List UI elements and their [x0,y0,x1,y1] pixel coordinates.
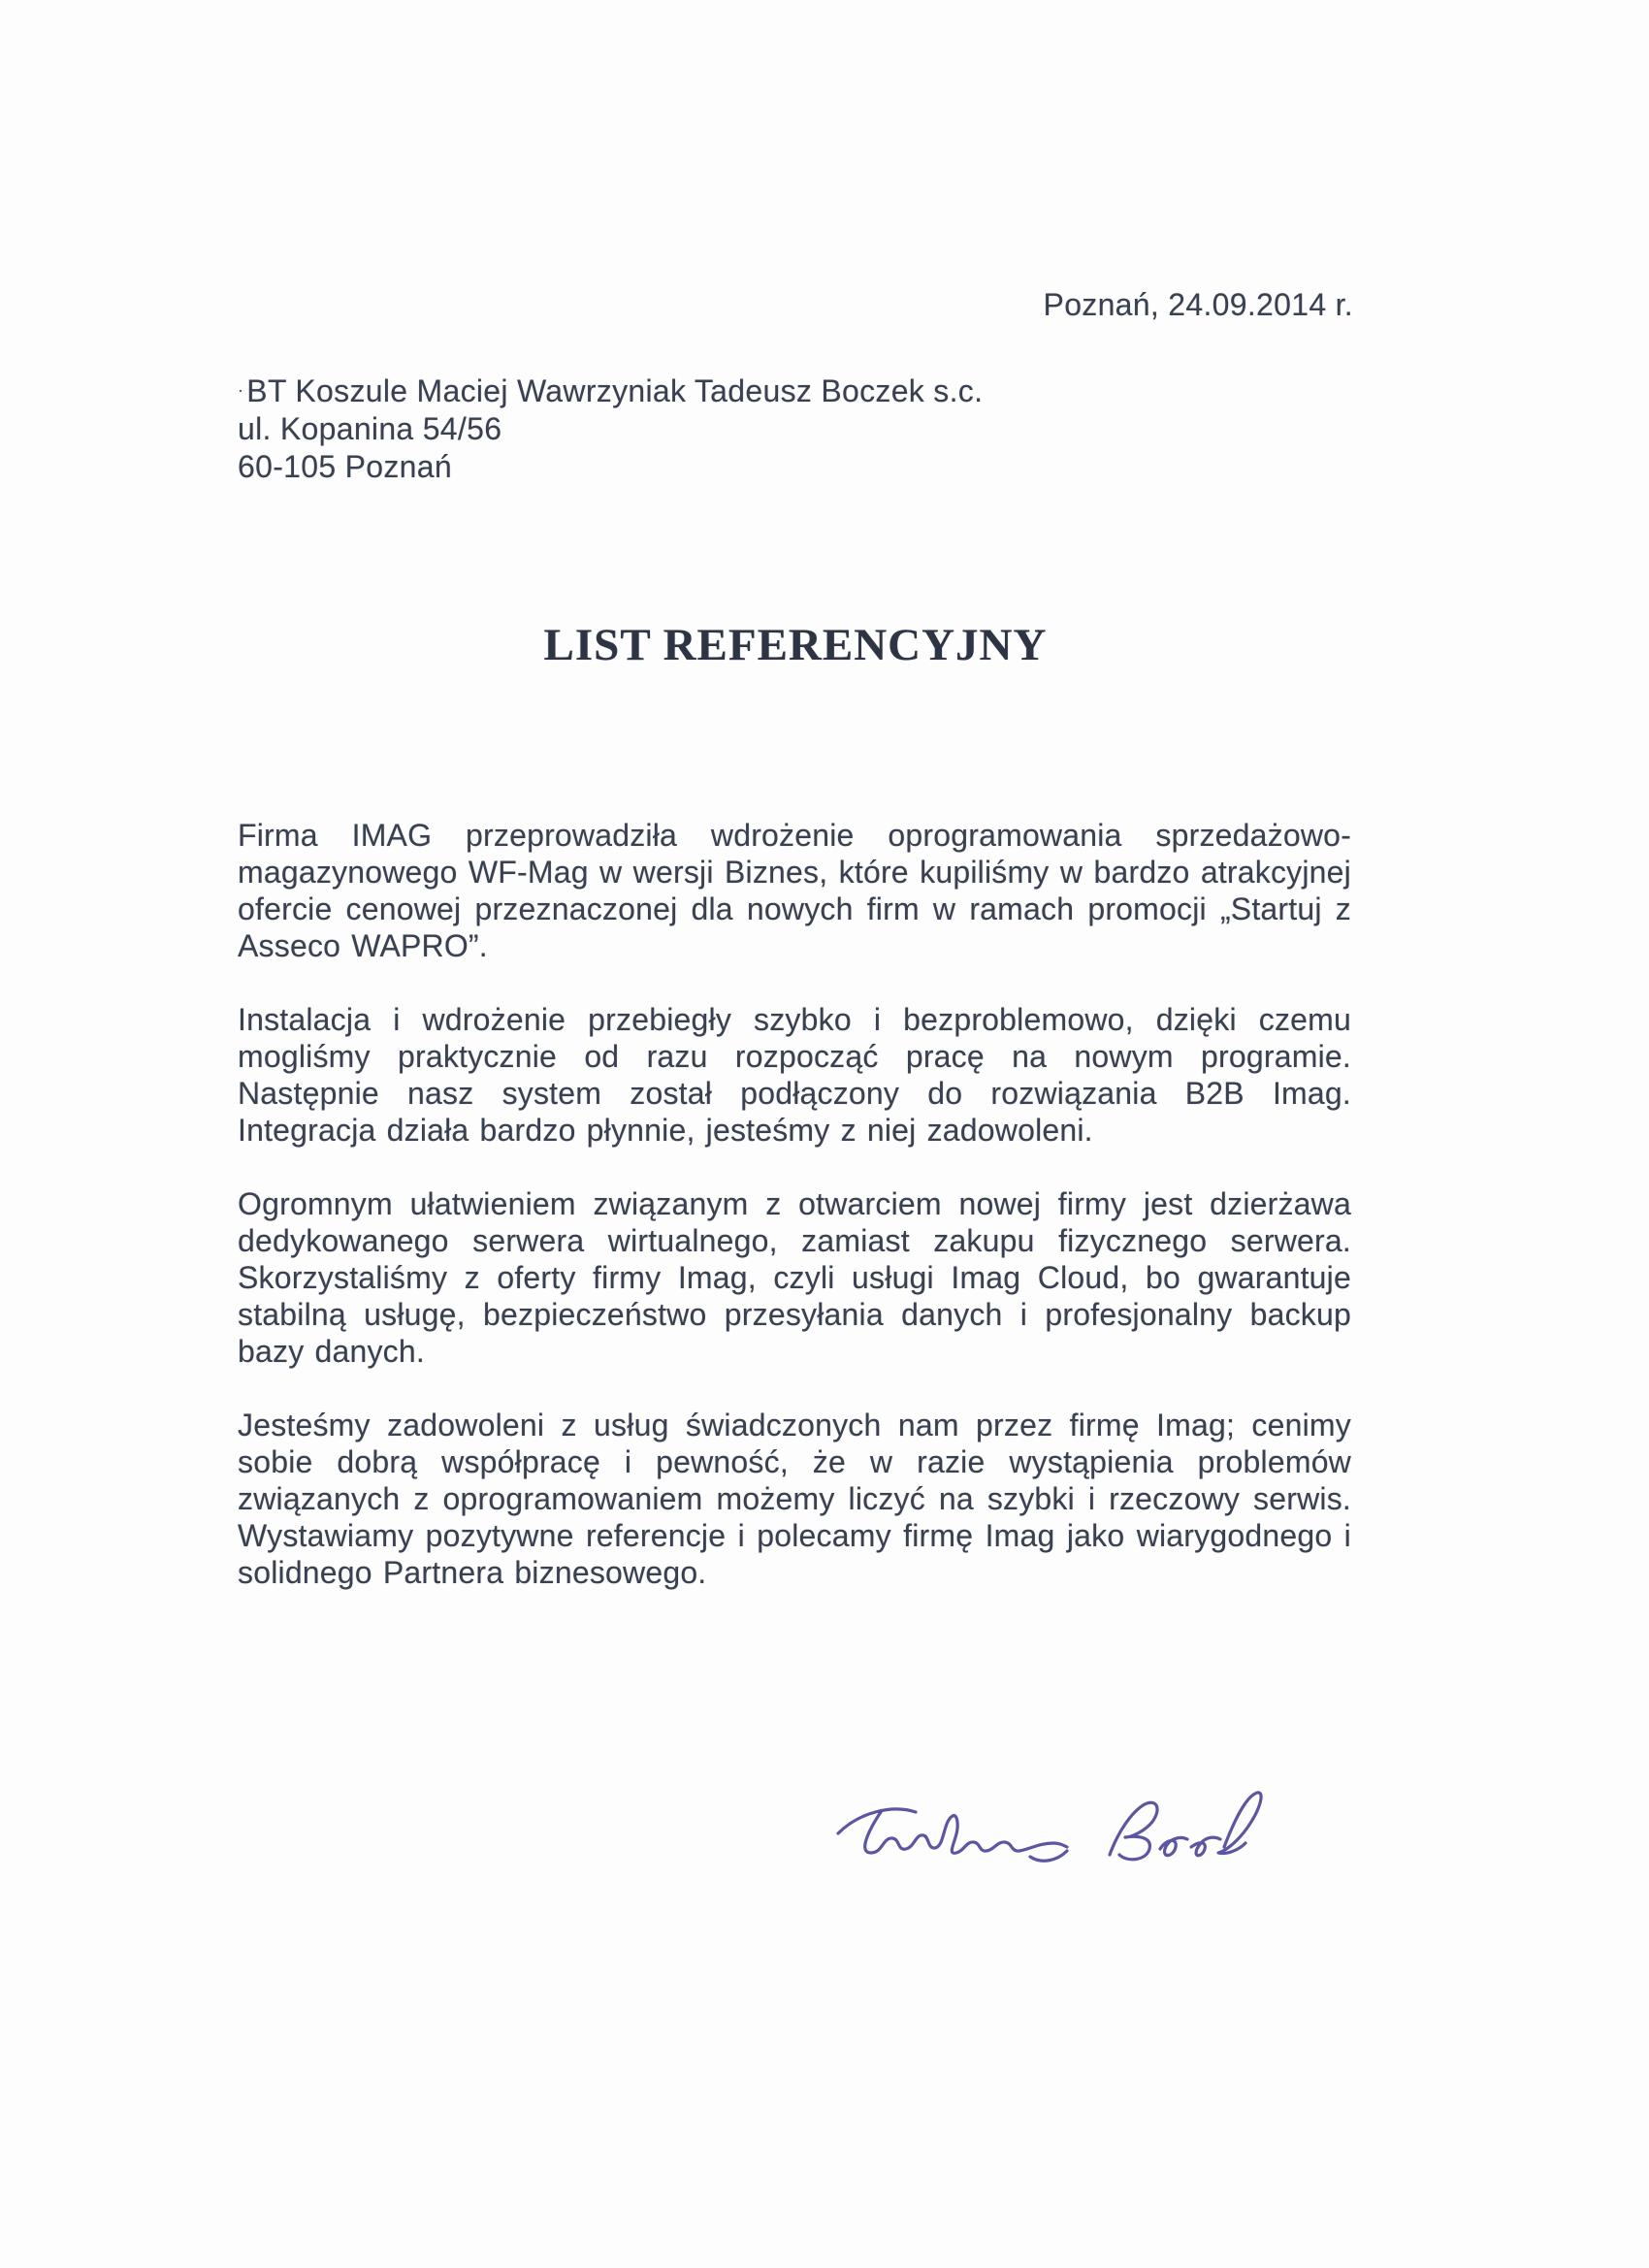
signature-stroke [838,1809,916,1833]
handwritten-signature [823,1783,1269,1875]
letter-city-date: Poznań, 24.09.2014 r. [1043,287,1353,322]
recipient-address-block [238,372,983,486]
scan-artifact-mark: · [238,380,244,400]
signature-stroke [1191,1837,1220,1856]
letter-title: LIST REFERENCYJNY [543,620,1048,670]
signature-stroke [865,1812,1067,1853]
letter-body [238,817,1351,1628]
signature-stroke [1110,1802,1157,1860]
paragraph-server-cloud: Ogromnym ułatwieniem związanym z otwarciem nowej firmy jest dzierżawa dedykowanego serwera wirtualnego, zamiast zakupu fizycznego serwera. Skorzystaliśmy z oferty firmy Imag, czyli usługi Imag Cloud, bo gwarantuje stabilną usługę, bezpieczeństwo przesyłania danych i profesjonalny backup bazy danych. [238,1186,1351,1369]
recipient-street-line: ul. Kopanina 54/56 [238,411,502,446]
recipient-city-line: 60-105 Poznań [238,449,452,484]
recipient-company-line [238,372,983,410]
signature-stroke [1218,1793,1261,1854]
signature-stroke [1160,1837,1187,1855]
paragraph-installation: Instalacja i wdrożenie przebiegły szybko i bezproblemowo, dzięki czemu mogliśmy praktycznie od razu rozpocząć pracę na nowym programie. Następnie nasz system został podłączony do rozwiązania B2B Imag. Integracja działa bardzo płynnie, jesteśmy z niej zadowoleni. [238,1002,1351,1148]
signature-stroke [1030,1851,1067,1861]
paragraph-implementation: Firma IMAG przeprowadziła wdrożenie oprogramowania sprzedażowo-magazynowego WF-Mag w wersji Biznes, które kupiliśmy w bardzo atrakcyjnej ofercie cenowej przeznaczonej dla nowych firm w ramach promocji „Startuj z Asseco WAPRO”. [238,818,1351,963]
paragraph-recommendation: Jesteśmy zadowoleni z usług świadczonych nam przez firmę Imag; cenimy sobie dobrą współpracę i pewność, że w razie wystąpienia problemów związanych z oprogramowaniem możemy liczyć na szybki i rzeczowy serwis. Wystawiamy pozytywne referencje i polecamy firmę Imag jako wiarygodnego i solidnego Partnera biznesowego. [238,1408,1351,1590]
recipient-company-name: BT Koszule Maciej Wawrzyniak Tadeusz Boczek s.c. [246,373,984,408]
